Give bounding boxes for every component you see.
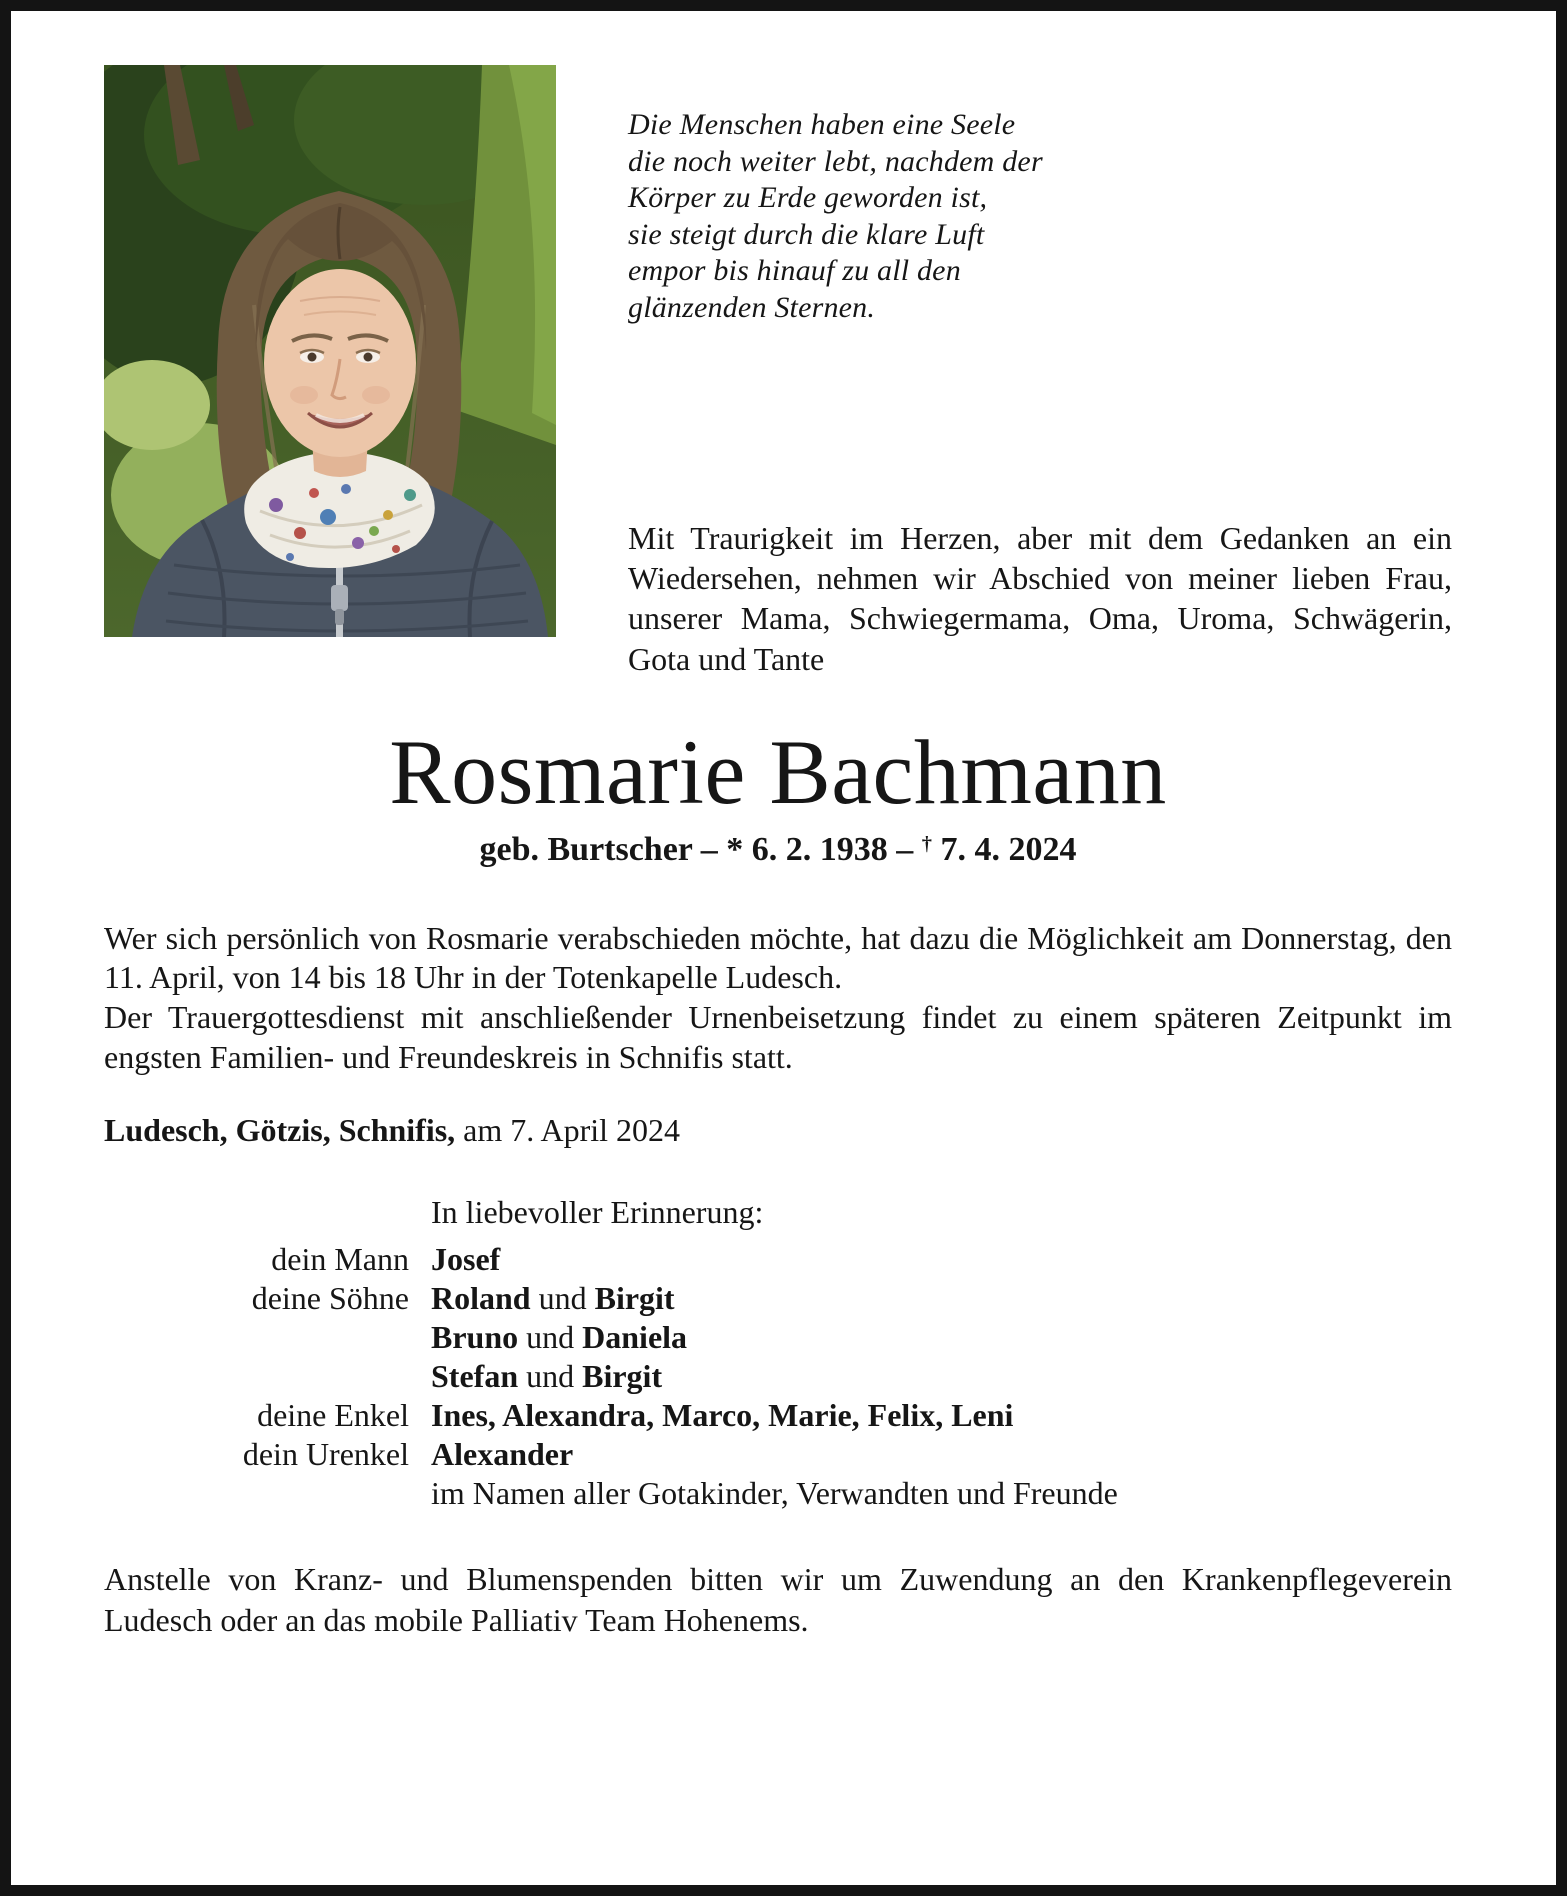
family-row-in-name-of	[104, 1474, 1452, 1513]
family-name: Ines, Alexandra, Marco, Marie, Felix, Leni	[431, 1397, 1014, 1434]
top-right-column	[628, 65, 1452, 679]
maiden-name: geb. Burtscher –	[479, 830, 727, 868]
death-symbol: †	[921, 832, 932, 855]
family-row-greatgrandchild	[104, 1435, 1452, 1474]
family-label: deine Söhne	[251, 1280, 409, 1317]
family-label: dein Mann	[271, 1241, 409, 1278]
family-names	[431, 1279, 1452, 1318]
family-names	[431, 1474, 1452, 1513]
family-name: Roland	[431, 1280, 531, 1317]
top-section	[104, 65, 1452, 679]
family-note: im Namen aller Gotakinder, Verwandten und Freunde	[431, 1475, 1118, 1512]
birth-symbol: *	[726, 830, 744, 868]
memorial-heading-row	[104, 1193, 1452, 1232]
family-row-sons	[104, 1279, 1452, 1318]
family-label	[104, 1318, 431, 1357]
date-line-places: Ludesch, Götzis, Schnifis,	[104, 1112, 456, 1149]
family-conjunction: und	[530, 1280, 595, 1317]
family-names	[431, 1240, 1452, 1279]
family-conjunction: und	[518, 1319, 583, 1356]
portrait-photo-graphic	[104, 65, 556, 637]
family-label: dein Urenkel	[242, 1436, 409, 1473]
memorial-section	[104, 1193, 1452, 1513]
poem	[628, 107, 1452, 327]
family-name: Bruno	[431, 1319, 519, 1356]
birth-date: 6. 2. 1938 –	[743, 830, 922, 868]
poem-line: Körper zu Erde geworden ist,	[628, 181, 988, 215]
death-date: 7. 4. 2024	[932, 830, 1077, 868]
family-name: Birgit	[582, 1358, 663, 1395]
family-names	[431, 1357, 1452, 1396]
poem-line: empor bis hinauf zu all den	[628, 254, 961, 288]
family-name: Josef	[431, 1241, 501, 1278]
family-row-son2	[104, 1318, 1452, 1357]
life-dates	[104, 831, 1452, 869]
family-names	[431, 1318, 1452, 1357]
family-names	[431, 1396, 1452, 1435]
family-name: Daniela	[582, 1319, 688, 1356]
family-name: Alexander	[431, 1436, 574, 1473]
deceased-name: Rosmarie Bachmann	[389, 721, 1167, 823]
poem-line: die noch weiter lebt, nachdem der	[628, 144, 1043, 178]
family-name: Stefan	[431, 1358, 519, 1395]
family-conjunction: und	[518, 1358, 583, 1395]
memorial-heading-spacer	[104, 1193, 431, 1232]
portrait-photo	[104, 65, 556, 637]
poem-line: sie steigt durch die klare Luft	[628, 217, 985, 251]
family-name: Birgit	[594, 1280, 675, 1317]
poem-line: Die Menschen haben eine Seele	[628, 108, 1016, 141]
service-paragraph: Der Trauergottesdienst mit anschließender Urnenbeisetzung findet zu einem späteren Zeitpunkt im engsten Familien- und Freundeskreis in Schnifis statt.	[104, 999, 1452, 1075]
farewell-paragraph: Wer sich persönlich von Rosmarie verabschieden möchte, hat dazu die Möglichkeit am Donnerstag, den 11. April, von 14 bis 18 Uhr in der Totenkapelle Ludesch.	[104, 919, 1452, 996]
family-label	[104, 1474, 431, 1513]
family-label: deine Enkel	[257, 1397, 409, 1434]
date-line-date: am 7. April 2024	[455, 1112, 681, 1149]
poem-line: glänzenden Sternen.	[628, 290, 876, 324]
family-row-son3	[104, 1357, 1452, 1396]
donation-paragraph: Anstelle von Kranz- und Blumenspenden bitten wir um Zuwendung an den Krankenpflegeverein Ludesch oder an das mobile Palliativ Team Hohenems.	[104, 1561, 1452, 1638]
family-row-husband	[104, 1240, 1452, 1279]
announcement-block	[104, 919, 1452, 1078]
date-line	[104, 1111, 1452, 1151]
mourning-text: Mit Traurigkeit im Herzen, aber mit dem Gedanken an ein Wiedersehen, nehmen wir Abschied von meiner lieben Frau, unserer Mama, Schwiegermama, Oma, Uroma, Schwägerin, Gota und Tante	[628, 519, 1452, 677]
family-names	[431, 1435, 1452, 1474]
family-label	[104, 1357, 431, 1396]
memorial-heading: In liebevoller Erinnerung:	[431, 1194, 764, 1231]
family-row-grandchildren	[104, 1396, 1452, 1435]
